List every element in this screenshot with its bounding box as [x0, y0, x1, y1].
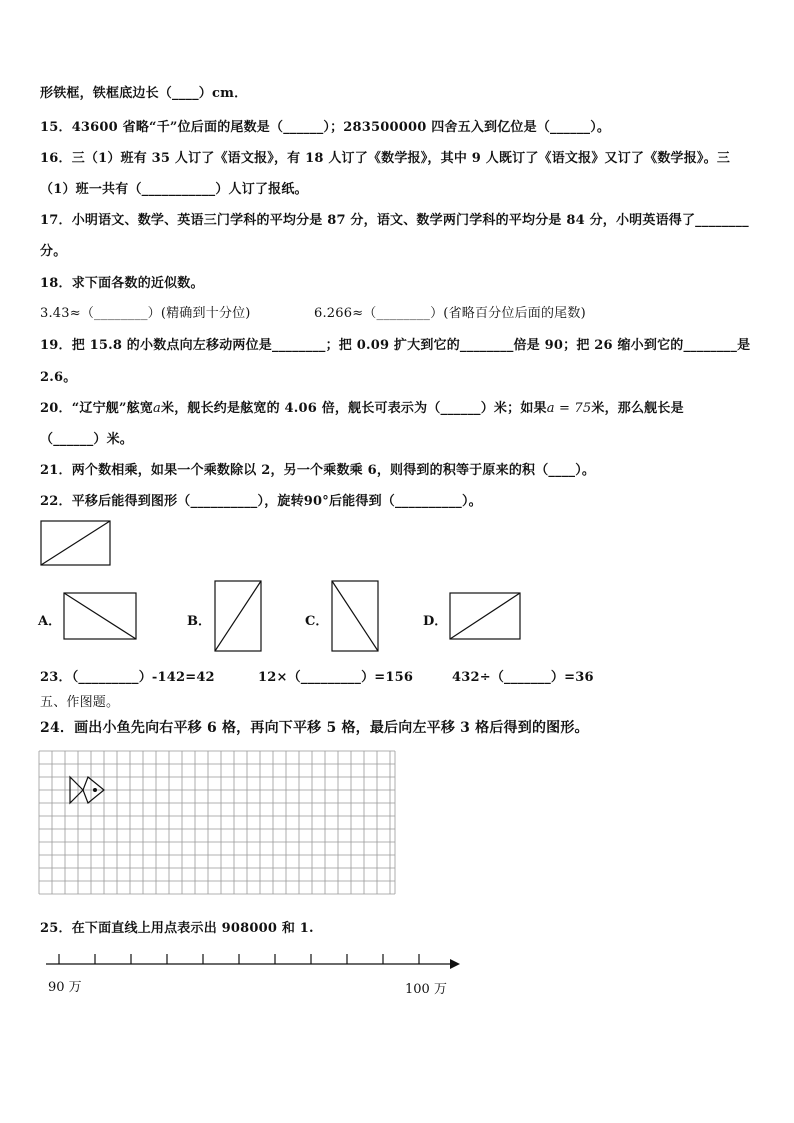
option-c-figure: [331, 580, 381, 654]
question-20-line1: [40, 397, 684, 416]
question-18-a: [40, 302, 251, 321]
question-17-line1: 17．小明语文、数学、英语三门学科的平均分是 87 分，语文、数学两门学科的平均分是 84 分，小明英语得了________: [40, 213, 749, 228]
option-b-label: B．: [187, 614, 211, 629]
line-continuation: 形铁框，铁框底边长（____）cm．: [40, 86, 248, 101]
question-23-a: 23．（_________）-142=42: [40, 670, 215, 685]
q20-equation: a = 75: [546, 401, 592, 416]
question-18-b: [314, 302, 586, 321]
option-d-figure: [449, 592, 523, 642]
q22-original-figure: [40, 520, 112, 568]
question-19-line2: 2.6。: [40, 370, 77, 385]
fish-eye: [93, 788, 97, 792]
question-23-b: 12×（_________）=156: [258, 670, 414, 685]
option-b-figure: [214, 580, 264, 654]
question-23-c: 432÷（_______）=36: [452, 670, 594, 685]
option-d-label: D．: [423, 614, 448, 629]
q18-part-b: 6.266≈（________）(省略百分位后面的尾数): [314, 306, 586, 321]
question-19-line1: 19．把 15.8 的小数点向左移动两位是________；把 0.09 扩大到它的________倍是 90；把 26 缩小到它的________是: [40, 338, 751, 353]
question-16-line1: 16．三（1）班有 35 人订了《语文报》，有 18 人订了《数学报》，其中 9 人既订了《语文报》又订了《数学报》。三: [40, 151, 731, 166]
section-5-title: [40, 691, 119, 710]
question-17-line2: 分。: [40, 244, 67, 259]
q18-part-a: 3.43≈（________）(精确到十分位): [40, 306, 251, 321]
q20-text-2: 米，舰长约是舷宽的 4.06 倍，舰长可表示为（______）米；如果: [161, 401, 547, 416]
q20-text-1: 20．“辽宁舰”舷宽: [40, 401, 154, 416]
question-25: 25．在下面直线上用点表示出 908000 和 1.: [40, 921, 314, 936]
section-5-text: 五、作图题。: [40, 695, 120, 710]
option-a-figure: [63, 592, 139, 642]
q20-text-3: 米，那么舰长是: [591, 401, 684, 416]
question-21: 21．两个数相乘，如果一个乘数除以 2，另一个乘数乘 6，则得到的积等于原来的积（____）。: [40, 463, 596, 478]
q25-number-line: [40, 952, 464, 976]
question-22: 22．平移后能得到图形（__________），旋转90°后能得到（__________）。: [40, 494, 482, 509]
option-c-label: C．: [305, 614, 329, 629]
question-18: 18．求下面各数的近似数。: [40, 276, 204, 291]
q20-var-a: a: [153, 401, 161, 416]
numberline-left-label: 90 万: [48, 980, 82, 995]
question-15: 15．43600 省略“千”位后面的尾数是（______）；283500000 四舍五入到亿位是（______）。: [40, 120, 611, 135]
question-16-line2: （1）班一共有（___________）人订了报纸。: [40, 182, 308, 197]
option-a-label: A．: [38, 614, 62, 629]
q24-grid: [38, 748, 400, 900]
question-24: 24．画出小鱼先向右平移 6 格，再向下平移 5 格，最后向左平移 3 格后得到的图形。: [40, 720, 589, 736]
numberline-right-label: 100 万: [405, 982, 447, 997]
question-20-line2: （______）米。: [40, 432, 134, 447]
